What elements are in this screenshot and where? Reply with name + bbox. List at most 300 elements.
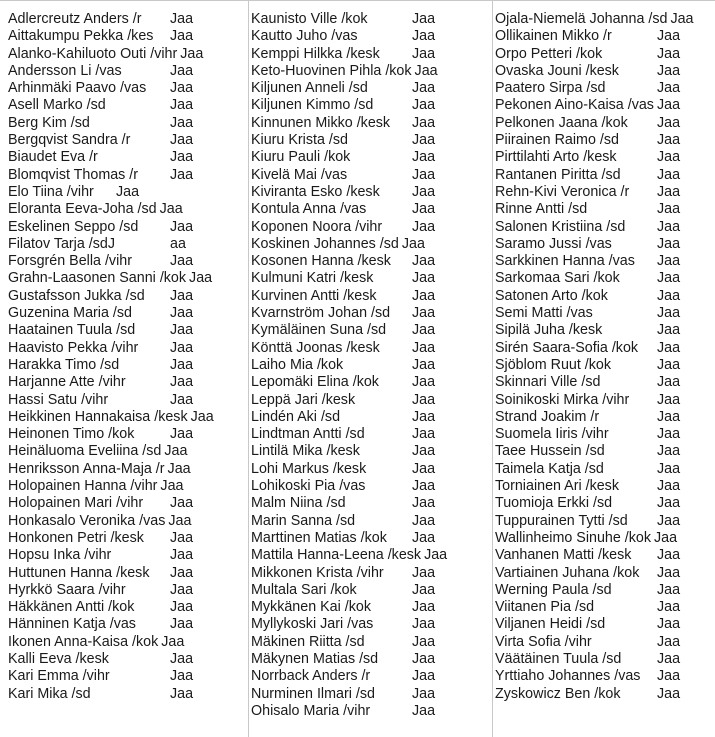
vote-value: Jaa bbox=[170, 650, 194, 667]
vote-value: Jaa bbox=[412, 426, 436, 443]
member-name: Koponen Noora /vihr bbox=[251, 218, 383, 235]
vote-row bbox=[8, 322, 246, 339]
vote-value: Jaa bbox=[412, 253, 436, 270]
member-name: Sirén Saara-Sofia /kok bbox=[495, 339, 639, 356]
member-name: Kiuru Krista /sd bbox=[251, 132, 348, 149]
vote-value: Jaa bbox=[170, 495, 194, 512]
member-name: Holopainen Mari /vihr bbox=[8, 495, 144, 512]
vote-value: Jaa bbox=[657, 650, 681, 667]
member-name: Vanhanen Matti /kesk bbox=[495, 547, 632, 564]
vote-value: Jaa bbox=[657, 547, 681, 564]
vote-row bbox=[251, 565, 489, 582]
vote-row bbox=[251, 461, 489, 478]
member-name: Haavisto Pekka /vihr bbox=[8, 339, 139, 356]
vote-value: Jaa bbox=[657, 633, 681, 650]
vote-row bbox=[495, 357, 715, 374]
vote-row bbox=[251, 668, 489, 685]
vote-row bbox=[495, 426, 715, 443]
vote-value: Jaa bbox=[414, 62, 438, 79]
member-name: Rinne Antti /sd bbox=[495, 201, 588, 218]
vote-value: Jaa bbox=[412, 668, 436, 685]
vote-row bbox=[8, 63, 246, 80]
vote-value: Jaa bbox=[170, 339, 194, 356]
vote-row bbox=[495, 599, 715, 616]
vote-row bbox=[251, 46, 489, 63]
vote-row bbox=[251, 253, 489, 270]
vote-row bbox=[495, 530, 715, 547]
member-name: Haatainen Tuula /sd bbox=[8, 322, 136, 339]
vote-row bbox=[495, 63, 715, 80]
vote-value: Jaa bbox=[657, 183, 681, 200]
vote-row bbox=[495, 513, 715, 530]
vote-value: Jaa bbox=[412, 322, 436, 339]
column-divider bbox=[248, 1, 249, 737]
vote-row bbox=[251, 97, 489, 114]
member-name: Laiho Mia /kok bbox=[251, 356, 344, 373]
member-name: Grahn-Laasonen Sanni /kok bbox=[8, 270, 187, 287]
vote-value: Jaa bbox=[670, 11, 694, 27]
vote-value: Jaa bbox=[657, 512, 681, 529]
member-name: Könttä Joonas /kesk bbox=[251, 339, 380, 356]
member-name: Heinäluoma Eveliina /sd bbox=[8, 443, 162, 460]
vote-row bbox=[8, 219, 246, 236]
vote-row bbox=[8, 357, 246, 374]
vote-row bbox=[8, 115, 246, 132]
vote-row bbox=[8, 565, 246, 582]
member-name: Kymäläinen Suna /sd bbox=[251, 322, 387, 339]
member-name: Sipilä Juha /kesk bbox=[495, 322, 603, 339]
vote-row bbox=[251, 478, 489, 495]
vote-row bbox=[8, 651, 246, 668]
member-name: Skinnari Ville /sd bbox=[495, 374, 601, 391]
vote-row bbox=[495, 253, 715, 270]
vote-value: Jaa bbox=[401, 235, 425, 252]
vote-value: Jaa bbox=[657, 45, 681, 62]
vote-value: Jaa bbox=[170, 668, 194, 685]
member-name: Honkasalo Veronika /vas bbox=[8, 512, 166, 529]
member-name: Kalli Eeva /kesk bbox=[8, 650, 109, 667]
member-name: Mattila Hanna-Leena /kesk bbox=[251, 547, 422, 564]
vote-row bbox=[495, 288, 715, 305]
member-name: Ollikainen Mikko /r bbox=[495, 28, 612, 45]
vote-value: Jaa bbox=[170, 97, 194, 114]
vote-value: Jaa bbox=[412, 114, 436, 131]
vote-value: Jaa bbox=[412, 391, 436, 408]
vote-value: Jaa bbox=[412, 599, 436, 616]
vote-row bbox=[251, 167, 489, 184]
member-name: Werning Paula /sd bbox=[495, 581, 612, 598]
vote-value: Jaa bbox=[412, 80, 436, 97]
vote-row bbox=[495, 634, 715, 651]
member-name: Kaunisto Ville /kok bbox=[251, 11, 368, 27]
vote-value: Jaa bbox=[424, 547, 448, 564]
vote-row bbox=[495, 270, 715, 287]
vote-row bbox=[495, 11, 715, 28]
vote-value: Jaa bbox=[657, 599, 681, 616]
vote-value: Jaa bbox=[168, 512, 192, 529]
vote-value: Jaa bbox=[170, 305, 194, 322]
member-name: Paatero Sirpa /sd bbox=[495, 80, 606, 97]
vote-value: Jaa bbox=[412, 512, 436, 529]
column-divider bbox=[492, 1, 493, 737]
vote-row bbox=[8, 686, 246, 703]
vote-row bbox=[8, 409, 246, 426]
vote-value: Jaa bbox=[657, 322, 681, 339]
vote-row bbox=[251, 340, 489, 357]
vote-value: Jaa bbox=[657, 28, 681, 45]
vote-column-1 bbox=[8, 11, 246, 737]
member-name: Yrttiaho Johannes /vas bbox=[495, 668, 641, 685]
vote-row bbox=[251, 616, 489, 633]
vote-value: Jaa bbox=[412, 132, 436, 149]
member-name: Marttinen Matias /kok bbox=[251, 529, 387, 546]
member-name: Norrback Anders /r bbox=[251, 668, 371, 685]
vote-value: Jaa bbox=[657, 305, 681, 322]
member-name: Kiljunen Anneli /sd bbox=[251, 80, 368, 97]
vote-value: Jaa bbox=[412, 305, 436, 322]
vote-value: Jaa bbox=[657, 616, 681, 633]
member-name: Honkonen Petri /kesk bbox=[8, 529, 144, 546]
vote-value: Jaa bbox=[412, 408, 436, 425]
vote-value: Jaa bbox=[657, 460, 681, 477]
vote-value: Jaa bbox=[170, 547, 194, 564]
member-name: Sjöblom Ruut /kok bbox=[495, 356, 612, 373]
vote-value: Jaa bbox=[412, 616, 436, 633]
member-name: Kvarnström Johan /sd bbox=[251, 305, 391, 322]
vote-value: Jaa bbox=[170, 599, 194, 616]
vote-row bbox=[251, 201, 489, 218]
vote-row bbox=[8, 97, 246, 114]
vote-value: Jaa bbox=[657, 668, 681, 685]
vote-value: Jaa bbox=[189, 270, 213, 287]
vote-row bbox=[251, 132, 489, 149]
vote-value: Jaa bbox=[167, 460, 191, 477]
vote-value: Jaa bbox=[412, 685, 436, 702]
member-name: Rantanen Piritta /sd bbox=[495, 166, 621, 183]
vote-row bbox=[251, 651, 489, 668]
vote-row bbox=[8, 478, 246, 495]
member-name: Keto-Huovinen Pihla /kok bbox=[251, 62, 412, 79]
vote-value: Jaa bbox=[412, 460, 436, 477]
member-name: Lindtman Antti /sd bbox=[251, 426, 365, 443]
member-name: Huttunen Hanna /kesk bbox=[8, 564, 150, 581]
member-name: Väätäinen Tuula /sd bbox=[495, 650, 622, 667]
vote-row bbox=[8, 46, 246, 63]
member-name: Kosonen Hanna /kesk bbox=[251, 253, 391, 270]
vote-value: Jaa bbox=[657, 201, 681, 218]
vote-row bbox=[251, 634, 489, 651]
vote-value: Jaa bbox=[170, 114, 194, 131]
vote-value: Jaa bbox=[657, 132, 681, 149]
member-name: Piirainen Raimo /sd bbox=[495, 132, 619, 149]
vote-row bbox=[8, 11, 246, 28]
vote-value: Jaa bbox=[170, 80, 194, 97]
vote-row bbox=[495, 565, 715, 582]
member-name: Ikonen Anna-Kaisa /kok bbox=[8, 633, 159, 650]
member-name: Henriksson Anna-Maja /r bbox=[8, 460, 165, 477]
vote-value: Jaa bbox=[657, 408, 681, 425]
member-name: Guzenina Maria /sd bbox=[8, 305, 132, 322]
vote-row bbox=[8, 184, 246, 201]
member-name: Vartiainen Juhana /kok bbox=[495, 564, 640, 581]
vote-row bbox=[8, 149, 246, 166]
member-name: Semi Matti /vas bbox=[495, 305, 593, 322]
member-name: Salonen Kristiina /sd bbox=[495, 218, 626, 235]
member-name: Kontula Anna /vas bbox=[251, 201, 367, 218]
member-name: Nurminen Ilmari /sd bbox=[251, 685, 375, 702]
member-name: Aittakumpu Pekka /kes bbox=[8, 28, 154, 45]
member-name: Taee Hussein /sd bbox=[495, 443, 605, 460]
vote-row bbox=[8, 668, 246, 685]
vote-row bbox=[8, 495, 246, 512]
vote-value: Jaa bbox=[170, 132, 194, 149]
vote-value: Jaa bbox=[412, 218, 436, 235]
vote-value: Jaa bbox=[412, 270, 436, 287]
vote-value: Jaa bbox=[116, 183, 140, 200]
vote-row bbox=[495, 184, 715, 201]
vote-value: Jaa bbox=[657, 391, 681, 408]
member-name: Blomqvist Thomas /r bbox=[8, 166, 139, 183]
vote-row bbox=[8, 443, 246, 460]
vote-row bbox=[8, 426, 246, 443]
vote-row bbox=[251, 63, 489, 80]
vote-value: Jaa bbox=[657, 374, 681, 391]
member-name: Holopainen Hanna /vihr bbox=[8, 478, 158, 495]
vote-row bbox=[8, 582, 246, 599]
vote-row bbox=[8, 461, 246, 478]
member-name: Gustafsson Jukka /sd bbox=[8, 287, 145, 304]
vote-value: Jaa bbox=[412, 287, 436, 304]
vote-row bbox=[495, 582, 715, 599]
vote-row bbox=[495, 495, 715, 512]
member-name: Lepomäki Elina /kok bbox=[251, 374, 379, 391]
vote-value: Jaa bbox=[657, 166, 681, 183]
member-name: Berg Kim /sd bbox=[8, 114, 90, 131]
vote-value: Jaa bbox=[412, 564, 436, 581]
vote-row bbox=[495, 115, 715, 132]
vote-value: Jaa bbox=[412, 650, 436, 667]
member-name: Hassi Satu /vihr bbox=[8, 391, 109, 408]
vote-row bbox=[495, 547, 715, 564]
member-name: Multala Sari /kok bbox=[251, 581, 357, 598]
vote-value: Jaa bbox=[170, 322, 194, 339]
vote-value: Jaa bbox=[412, 183, 436, 200]
vote-row bbox=[8, 530, 246, 547]
vote-row bbox=[8, 616, 246, 633]
vote-value: Jaa bbox=[412, 339, 436, 356]
member-name: Kautto Juho /vas bbox=[251, 28, 358, 45]
vote-value: Jaa bbox=[657, 149, 681, 166]
vote-value: Jaa bbox=[170, 28, 194, 45]
vote-row bbox=[8, 270, 246, 287]
member-name: Sarkomaa Sari /kok bbox=[495, 270, 620, 287]
vote-value: Jaa bbox=[170, 218, 194, 235]
member-name: Adlercreutz Anders /r bbox=[8, 11, 142, 27]
vote-row bbox=[251, 426, 489, 443]
vote-row bbox=[8, 253, 246, 270]
member-name: Filatov Tarja /sdJ bbox=[8, 235, 116, 252]
member-name: Kivelä Mai /vas bbox=[251, 166, 348, 183]
member-name: Häkkänen Antti /kok bbox=[8, 599, 135, 616]
vote-row bbox=[251, 374, 489, 391]
vote-row bbox=[495, 28, 715, 45]
vote-row bbox=[251, 599, 489, 616]
vote-value: Jaa bbox=[657, 62, 681, 79]
vote-row bbox=[251, 513, 489, 530]
vote-row bbox=[495, 219, 715, 236]
member-name: Harakka Timo /sd bbox=[8, 356, 120, 373]
vote-value: Jaa bbox=[170, 374, 194, 391]
vote-value: Jaa bbox=[412, 529, 436, 546]
vote-row bbox=[251, 443, 489, 460]
member-name: Pelkonen Jaana /kok bbox=[495, 114, 628, 131]
member-name: Asell Marko /sd bbox=[8, 97, 106, 114]
member-name: Marin Sanna /sd bbox=[251, 512, 356, 529]
member-name: Satonen Arto /kok bbox=[495, 287, 608, 304]
vote-row bbox=[251, 547, 489, 564]
vote-value: Jaa bbox=[412, 45, 436, 62]
member-name: Zyskowicz Ben /kok bbox=[495, 685, 621, 702]
vote-value: Jaa bbox=[161, 633, 185, 650]
member-name: Kiuru Pauli /kok bbox=[251, 149, 351, 166]
member-name: Mikkonen Krista /vihr bbox=[251, 564, 384, 581]
member-name: Kemppi Hilkka /kesk bbox=[251, 45, 380, 62]
vote-value: Jaa bbox=[170, 529, 194, 546]
vote-value: Jaa bbox=[656, 97, 681, 114]
member-name: Lindén Aki /sd bbox=[251, 408, 341, 425]
vote-value: Jaa bbox=[657, 581, 681, 598]
vote-value: Jaa bbox=[657, 564, 681, 581]
member-name: Rehn-Kivi Veronica /r bbox=[495, 183, 630, 200]
member-name: Heinonen Timo /kok bbox=[8, 426, 135, 443]
vote-value: Jaa bbox=[412, 495, 436, 512]
vote-row bbox=[251, 236, 489, 253]
member-name: Hopsu Inka /vihr bbox=[8, 547, 112, 564]
vote-value: Jaa bbox=[164, 443, 188, 460]
vote-value: Jaa bbox=[657, 443, 681, 460]
vote-row bbox=[8, 547, 246, 564]
vote-row bbox=[8, 167, 246, 184]
vote-row bbox=[495, 97, 715, 114]
vote-value: Jaa bbox=[170, 356, 194, 373]
member-name: Heikkinen Hannakaisa /kesk bbox=[8, 408, 188, 425]
vote-value: Jaa bbox=[412, 11, 436, 27]
vote-value: Jaa bbox=[657, 80, 681, 97]
vote-row bbox=[251, 305, 489, 322]
vote-row bbox=[8, 374, 246, 391]
vote-row bbox=[495, 149, 715, 166]
vote-value: Jaa bbox=[170, 685, 194, 702]
member-name: Kari Mika /sd bbox=[8, 685, 91, 702]
vote-value: Jaa bbox=[412, 201, 436, 218]
vote-value: Jaa bbox=[657, 253, 681, 270]
member-name: Saramo Jussi /vas bbox=[495, 235, 612, 252]
vote-row bbox=[251, 686, 489, 703]
vote-row bbox=[495, 409, 715, 426]
member-name: Taimela Katja /sd bbox=[495, 460, 604, 477]
vote-row bbox=[8, 340, 246, 357]
member-name: Kurvinen Antti /kesk bbox=[251, 287, 377, 304]
vote-row bbox=[251, 357, 489, 374]
member-name: Strand Joakim /r bbox=[495, 408, 600, 425]
vote-row bbox=[251, 219, 489, 236]
member-name: Torniainen Ari /kesk bbox=[495, 478, 619, 495]
member-name: Elo Tiina /vihr bbox=[8, 183, 94, 200]
vote-row bbox=[495, 374, 715, 391]
member-name: Virta Sofia /vihr bbox=[495, 633, 592, 650]
member-name: Viitanen Pia /sd bbox=[495, 599, 595, 616]
vote-row bbox=[8, 513, 246, 530]
member-name: Suomela Iiris /vihr bbox=[495, 426, 609, 443]
vote-value: Jaa bbox=[170, 426, 194, 443]
vote-value: Jaa bbox=[170, 581, 194, 598]
vote-row bbox=[8, 236, 246, 253]
vote-row bbox=[495, 167, 715, 184]
vote-value: Jaa bbox=[412, 166, 436, 183]
vote-value: Jaa bbox=[412, 702, 436, 719]
vote-row bbox=[251, 322, 489, 339]
vote-row bbox=[495, 80, 715, 97]
vote-value: Jaa bbox=[170, 166, 194, 183]
vote-row bbox=[8, 599, 246, 616]
vote-value: Jaa bbox=[657, 426, 681, 443]
vote-value: Jaa bbox=[657, 685, 681, 702]
vote-row bbox=[8, 201, 246, 218]
member-name: Arhinmäki Paavo /vas bbox=[8, 80, 147, 97]
member-name: Mäkinen Riitta /sd bbox=[251, 633, 365, 650]
member-name: Mykkänen Kai /kok bbox=[251, 599, 371, 616]
member-name: Orpo Petteri /kok bbox=[495, 45, 603, 62]
member-name: Lohi Markus /kesk bbox=[251, 460, 367, 477]
member-name: Forsgrén Bella /vihr bbox=[8, 253, 132, 270]
vote-value: Jaa bbox=[170, 149, 194, 166]
vote-row bbox=[251, 270, 489, 287]
vote-value: Jaa bbox=[180, 45, 204, 62]
vote-value: Jaa bbox=[412, 443, 436, 460]
vote-value: Jaa bbox=[170, 62, 194, 79]
vote-value: Jaa bbox=[190, 408, 214, 425]
member-name: Hyrkkö Saara /vihr bbox=[8, 581, 126, 598]
member-name: Kiljunen Kimmo /sd bbox=[251, 97, 374, 114]
vote-value: Jaa bbox=[657, 218, 681, 235]
vote-row bbox=[495, 46, 715, 63]
vote-row bbox=[251, 495, 489, 512]
vote-value: Jaa bbox=[160, 478, 184, 495]
member-name: Viljanen Heidi /sd bbox=[495, 616, 606, 633]
vote-value: Jaa bbox=[412, 149, 436, 166]
vote-value: Jaa bbox=[412, 97, 436, 114]
member-name: Sarkkinen Hanna /vas bbox=[495, 253, 635, 270]
vote-column-3 bbox=[495, 11, 715, 737]
vote-row bbox=[8, 288, 246, 305]
vote-row bbox=[495, 461, 715, 478]
vote-value: Jaa bbox=[170, 391, 194, 408]
vote-value: Jaa bbox=[657, 495, 681, 512]
member-name: Kiviranta Esko /kesk bbox=[251, 183, 380, 200]
vote-row bbox=[251, 530, 489, 547]
vote-value: Jaa bbox=[657, 287, 681, 304]
vote-value: Jaa bbox=[654, 529, 678, 546]
vote-row bbox=[8, 132, 246, 149]
vote-row bbox=[495, 616, 715, 633]
member-name: Kulmuni Katri /kesk bbox=[251, 270, 374, 287]
vote-row bbox=[251, 80, 489, 97]
vote-value: Jaa bbox=[412, 374, 436, 391]
member-name: Andersson Li /vas bbox=[8, 62, 122, 79]
member-name: Eskelinen Seppo /sd bbox=[8, 218, 139, 235]
vote-row bbox=[8, 80, 246, 97]
vote-row bbox=[495, 392, 715, 409]
